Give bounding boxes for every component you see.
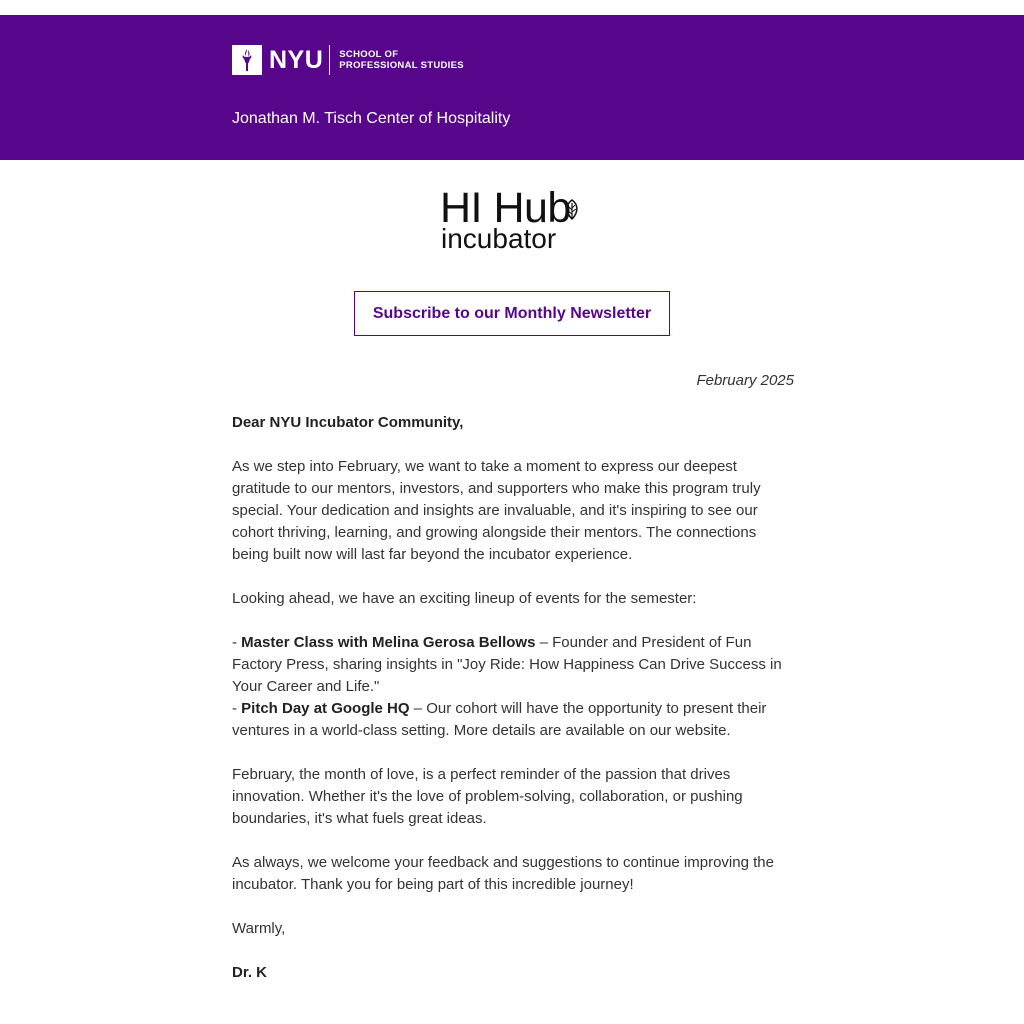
logo-divider xyxy=(329,45,330,75)
center-name: Jonathan M. Tisch Center of Hospitality xyxy=(232,110,511,127)
letter-closing: Warmly, xyxy=(232,920,286,937)
nyu-sps-logo[interactable] xyxy=(232,44,464,75)
letter-date: February 2025 xyxy=(696,372,794,389)
paragraph-love: February, the month of love, is a perfect reminder of the passion that drives innovation. Whether it's the love of problem-solving, collaboration, or pushing boundaries, it's what fuels great ideas. xyxy=(232,766,743,827)
event-bullet: - xyxy=(232,634,242,651)
school-line-2: PROFESSIONAL STUDIES xyxy=(339,59,464,71)
paragraph-gratitude: As we step into February, we want to take a moment to express our deepest gratitude to our mentors, investors, and supporters who make this program truly special. Your dedication and insights are invaluable, and it's inspiring to see our cohort thriving, learning, and growing alongside their mentors. The connections being built now will last far beyond the incubator experience. xyxy=(232,458,761,563)
letter-signature xyxy=(232,962,794,984)
hub-logo-title: HI Hub xyxy=(440,184,571,232)
event-detail: – Founder and President of Fun Factory Press, sharing insights in "Joy Ride: How Happiness Can Drive Success in Your Career and Life." xyxy=(232,634,782,695)
paragraph-lineup: Looking ahead, we have an exciting lineup of events for the semester: xyxy=(232,590,697,607)
event-title: Pitch Day at Google HQ xyxy=(241,700,410,717)
leaf-icon xyxy=(562,198,582,222)
letter-greeting xyxy=(232,412,794,434)
signature-text: Dr. K xyxy=(232,964,268,981)
event-title: Master Class with Melina Gerosa Bellows xyxy=(241,634,536,651)
nyu-wordmark: NYU xyxy=(269,45,324,74)
hub-logo-subtitle: incubator xyxy=(441,223,557,254)
header-banner xyxy=(0,15,1024,160)
hi-hub-logo[interactable] xyxy=(440,186,590,254)
torch-icon xyxy=(232,45,262,75)
event-bullet: - xyxy=(232,700,242,717)
top-spacer xyxy=(0,0,1024,15)
event-item xyxy=(232,698,794,742)
subscribe-button[interactable]: Subscribe to our Monthly Newsletter xyxy=(354,291,670,336)
event-detail: – Our cohort will have the opportunity to present their ventures in a world-class setting. More details are available on our website. xyxy=(232,700,767,739)
letter-body xyxy=(232,370,794,984)
greeting-text: Dear NYU Incubator Community, xyxy=(232,414,464,431)
school-name xyxy=(339,49,464,71)
school-line-1: SCHOOL OF xyxy=(339,48,399,60)
event-item xyxy=(232,632,794,698)
paragraph-feedback: As always, we welcome your feedback and suggestions to continue improving the incubator. Thank you for being part of this incredible journey! xyxy=(232,854,774,893)
